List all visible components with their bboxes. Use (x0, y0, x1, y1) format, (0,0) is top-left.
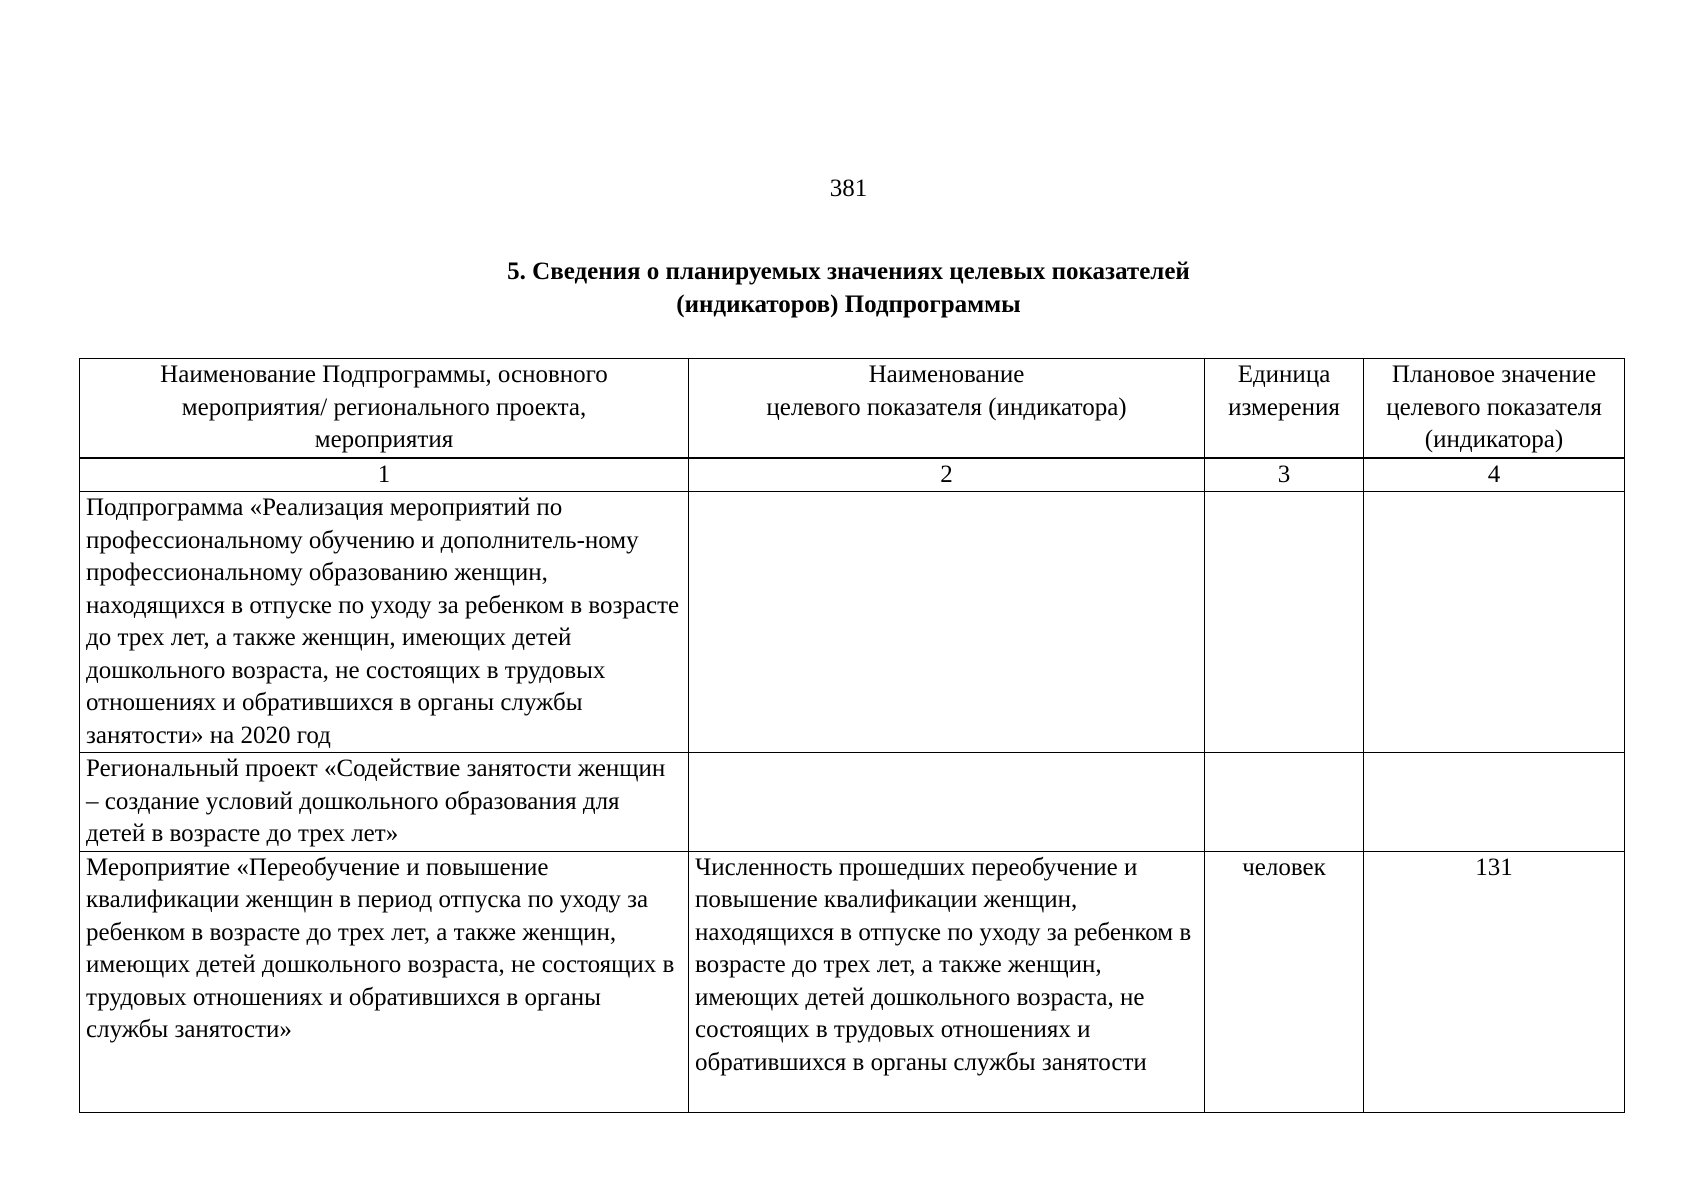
table-row (80, 753, 1625, 852)
header-line: Плановое значение (1391, 361, 1597, 388)
row-name-cell: Мероприятие «Переобучение и повышение квалификации женщин в период отпуска по уходу за ребенком в возрасте до трех лет, а также женщин, имеющих детей дошкольного возраста, не состоящих в трудовых отношениях и обратившихся в органы службы занятости» (80, 851, 689, 1112)
column-number: 3 (1205, 458, 1364, 492)
row-indicator-cell (689, 492, 1205, 753)
header-line: целевого показателя (1386, 393, 1602, 421)
row-unit-cell (1205, 753, 1364, 852)
row-name-cell: Региональный проект «Содействие занятости женщин – создание условий дошкольного образования для детей в возрасте до трех лет» (80, 753, 689, 852)
indicators-table (79, 358, 1625, 1113)
section-title-line-1: 5. Сведения о планируемых значениях целевых показателей (507, 258, 1190, 285)
header-line: целевого показателя (индикатора) (766, 393, 1127, 421)
header-line: (индикатора) (1424, 426, 1564, 453)
table-row (80, 851, 1625, 1112)
header-line: Наименование (868, 361, 1025, 388)
row-unit-cell (1205, 492, 1364, 753)
header-line: измерения (1228, 393, 1340, 421)
header-line: мероприятия (314, 426, 454, 453)
section-title (0, 255, 1697, 321)
header-subprogram-name (80, 359, 689, 458)
header-unit (1205, 359, 1364, 458)
row-indicator-cell (689, 753, 1205, 852)
table-header-row (80, 359, 1625, 458)
header-planned-value (1364, 359, 1625, 458)
row-value-cell (1364, 753, 1625, 852)
column-number: 1 (80, 458, 689, 492)
header-line: Единица (1237, 361, 1331, 388)
page-number: 381 (829, 175, 868, 202)
header-indicator-name (689, 359, 1205, 458)
header-line: мероприятия/ регионального проекта, (181, 393, 587, 421)
column-number: 2 (689, 458, 1205, 492)
column-number: 4 (1364, 458, 1625, 492)
row-indicator-cell: Численность прошедших переобучение и повышение квалификации женщин, находящихся в отпуске по уходу за ребенком в возрасте до трех лет, а также женщин, имеющих детей дошкольного возраста, не состоящих в трудовых отношениях и обратившихся в органы службы занятости (689, 851, 1205, 1112)
table-row (80, 492, 1625, 753)
column-number-row (80, 458, 1625, 492)
header-line: Наименование Подпрограммы, основного (160, 361, 608, 388)
row-value-cell: 131 (1364, 851, 1625, 1112)
section-title-line-2: (индикаторов) Подпрограммы (676, 291, 1021, 318)
row-unit-cell: человек (1205, 851, 1364, 1112)
row-name-cell: Подпрограмма «Реализация мероприятий по профессиональному обучению и дополнитель-ному профессиональному образованию женщин, находящихся в отпуске по уходу за ребенком в возрасте до трех лет, а также женщин, имеющих детей дошкольного возраста, не состоящих в трудовых отношениях и обратившихся в органы службы занятости» на 2020 год (80, 492, 689, 753)
row-value-cell (1364, 492, 1625, 753)
